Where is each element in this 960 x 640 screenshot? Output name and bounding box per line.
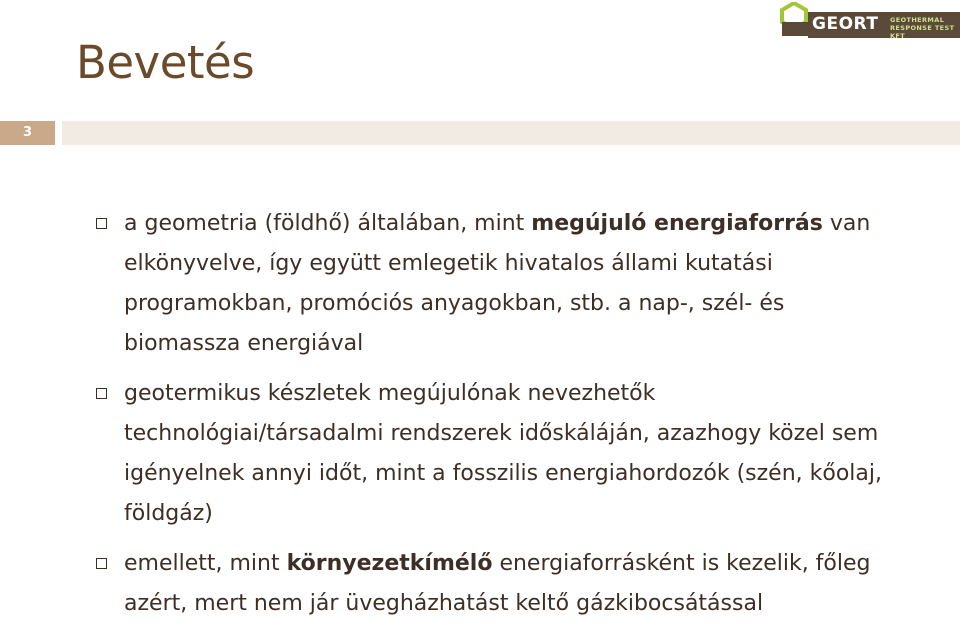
slide-title: Bevetés [76, 36, 255, 89]
hollow-square-bullet-icon [96, 218, 107, 229]
page-number-badge [0, 121, 55, 145]
bullet-text: van elkönyvelve, így együtt emlegetik hivatalos állami kutatási programokban, promóciós anyagokban, stb. a nap-, szél- és biomassza energiával [124, 211, 871, 356]
hexagon-logo-icon [780, 2, 808, 36]
bullet-list [82, 204, 902, 634]
bullet-text: a geometria (földhő) általában, mint [124, 211, 532, 236]
bullet-text-bold: környezetkímélő [286, 551, 493, 576]
logo-tag-line-2: RESPONSE TEST KFT [890, 24, 955, 40]
bullet-item [82, 204, 902, 364]
page-number: 3 [22, 125, 33, 140]
header-rule [62, 121, 960, 145]
bullet-item [82, 374, 902, 534]
logo-bar [808, 12, 960, 38]
logo-name: GEORT [812, 14, 879, 34]
bullet-item [82, 544, 902, 624]
hollow-square-bullet-icon [96, 558, 107, 569]
logo-tag-line-1: GEOTHERMAL [890, 16, 945, 24]
bullet-text: geotermikus készletek megújulónak nevezhetők technológiai/társadalmi rendszerek időskáláján, azazhogy közel sem igényelnek annyi időt, mint a fosszilis energiahordozók (szén, kőolaj, földgáz) [124, 381, 883, 526]
logo-tagline [890, 16, 960, 40]
bullet-text: emellett, mint [124, 551, 287, 576]
bullet-text-bold: megújuló energiaforrás [531, 211, 823, 236]
bullet-text: energiaforrásként is kezelik, főleg azért, mert nem jár üvegházhatást keltő gázkibocsátással [124, 551, 871, 616]
hollow-square-bullet-icon [96, 388, 107, 399]
company-logo [780, 2, 960, 38]
